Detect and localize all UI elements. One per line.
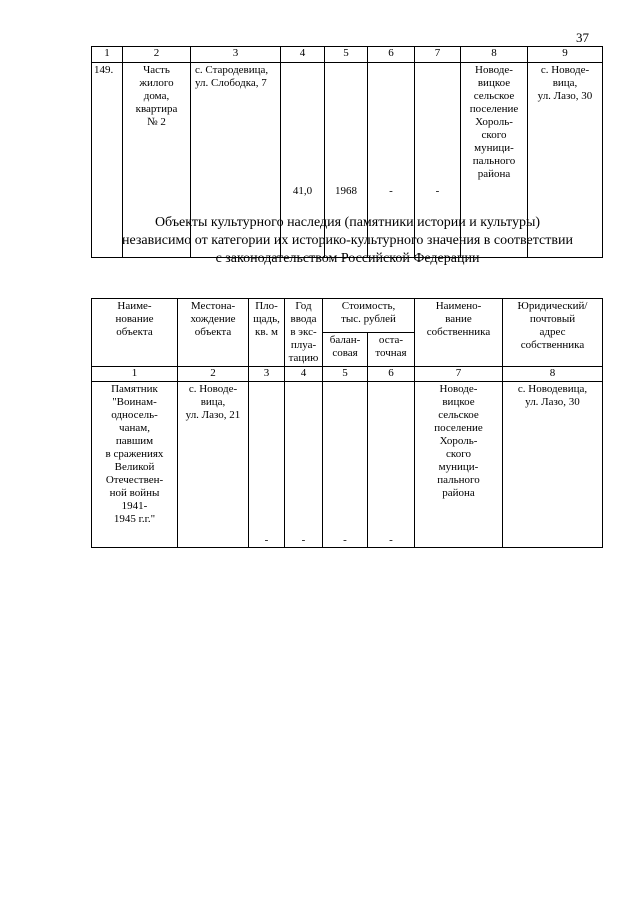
column-number: 8	[503, 367, 603, 382]
text-line: точная	[375, 347, 407, 359]
header-location	[178, 299, 249, 367]
text-line: дома,	[143, 90, 170, 102]
text-line: оста-	[378, 334, 404, 346]
text-line: собственника	[426, 326, 491, 338]
column-number: 1	[92, 47, 123, 63]
header-row	[92, 299, 603, 333]
text-line: Наиме-	[117, 300, 152, 312]
column-number: 7	[415, 367, 503, 382]
text-line: нование	[115, 313, 154, 325]
owner-cell	[415, 382, 503, 548]
text-line: квартира	[135, 103, 178, 115]
text-line: почтовый	[529, 313, 576, 325]
text-line: "Воинам-	[112, 396, 157, 408]
area-cell: 41,0	[281, 63, 325, 258]
text-line: с. Стародевица,	[195, 64, 269, 76]
text-line: независимо от категории их историко-культурного значения в соответствии	[122, 233, 573, 248]
text-line: муници-	[438, 461, 479, 473]
text-line: Местона-	[190, 300, 236, 312]
column-number: 3	[191, 47, 281, 63]
object-name-cell	[92, 382, 178, 548]
text-line: балан-	[329, 334, 361, 346]
text-line: Часть	[143, 64, 170, 76]
text-line: Новоде-	[439, 383, 478, 395]
text-line: Юридический/	[517, 300, 588, 312]
column-number: 5	[323, 367, 368, 382]
text-line: тацию	[288, 352, 319, 364]
text-line: с. Новоде-	[188, 383, 238, 395]
cultural-heritage-table	[91, 298, 603, 548]
column-number-row	[92, 47, 603, 63]
column-number: 5	[325, 47, 368, 63]
section-heading	[90, 214, 605, 268]
text-line: Новоде-	[475, 64, 513, 76]
owner-address-cell	[503, 382, 603, 548]
text-line: вание	[445, 313, 472, 325]
balance-cost-cell: -	[368, 63, 415, 258]
text-line: в сражениях	[105, 448, 164, 460]
text-line: жилого	[139, 77, 174, 89]
text-line: вица,	[200, 396, 226, 408]
text-line: поселение	[469, 103, 519, 115]
text-line: Памятник	[111, 383, 158, 395]
column-number: 1	[92, 367, 178, 382]
column-number-row	[92, 367, 603, 382]
header-area	[249, 299, 285, 367]
text-line: ул. Слободка, 7	[195, 77, 267, 89]
text-line: Хороль-	[439, 435, 478, 447]
column-number: 9	[528, 47, 603, 63]
text-line: односель-	[111, 409, 158, 421]
text-line: района	[477, 168, 511, 180]
header-object-name	[92, 299, 178, 367]
year-cell: 1968	[325, 63, 368, 258]
header-balance-cost	[323, 333, 368, 367]
text-line: кв. м	[255, 326, 278, 338]
header-cost	[323, 299, 415, 333]
header-owner	[415, 299, 503, 367]
text-line: чанам,	[119, 422, 150, 434]
header-owner-address	[503, 299, 603, 367]
balance-cost-cell: -	[323, 382, 368, 548]
text-line: вицкое	[477, 77, 511, 89]
column-number: 7	[415, 47, 461, 63]
year-cell: -	[285, 382, 323, 548]
text-line: адрес	[539, 326, 566, 338]
area-cell: -	[249, 382, 285, 548]
text-line: ул. Лазо, 21	[185, 409, 241, 421]
text-line: хождение	[190, 313, 236, 325]
text-line: объекта	[116, 326, 153, 338]
text-line: 1941-	[121, 500, 148, 512]
text-line: пального	[472, 155, 516, 167]
page-number: 37	[576, 30, 589, 45]
text-line: совая	[332, 347, 358, 359]
text-line: с. Новодевица,	[517, 383, 588, 395]
text-line: плуа-	[290, 339, 317, 351]
text-line: тыс. рублей	[341, 313, 396, 325]
text-line: собственника	[520, 339, 585, 351]
text-line: Великой	[114, 461, 155, 473]
column-number: 4	[281, 47, 325, 63]
column-number: 2	[123, 47, 191, 63]
table-row	[92, 382, 603, 548]
text-line: района	[442, 487, 475, 499]
text-line: ной войны	[109, 487, 160, 499]
text-line: Год	[295, 300, 312, 312]
text-line: Отечествен-	[105, 474, 164, 486]
column-number: 2	[178, 367, 249, 382]
column-number: 3	[249, 367, 285, 382]
column-number: 8	[461, 47, 528, 63]
location-cell	[178, 382, 249, 548]
text-line: пального	[437, 474, 480, 486]
text-line: ского	[481, 129, 507, 141]
column-number: 6	[368, 47, 415, 63]
column-number: 4	[285, 367, 323, 382]
text-line: Хороль-	[475, 116, 513, 128]
text-line: № 2	[147, 116, 166, 128]
column-number: 6	[368, 367, 415, 382]
text-line: вицкое	[442, 396, 475, 408]
residual-cost-cell: -	[415, 63, 461, 258]
text-line: 1945 г.г."	[113, 513, 156, 525]
text-line: объекта	[194, 326, 232, 338]
text-line: ул. Лазо, 30	[537, 90, 593, 102]
text-line: Стоимость,	[341, 300, 396, 312]
row-number: 149.	[92, 63, 123, 258]
text-line: поселение	[434, 422, 483, 434]
text-line: Пло-	[255, 300, 278, 312]
text-line: ввода	[290, 313, 317, 325]
text-line: павшим	[115, 435, 154, 447]
residual-cost-cell: -	[368, 382, 415, 548]
header-residual-cost	[368, 333, 415, 367]
text-line: муници-	[474, 142, 514, 154]
header-year	[285, 299, 323, 367]
text-line: в экс-	[290, 326, 317, 338]
text-line: вица,	[552, 77, 578, 89]
text-line: с законодательством Российской Федерации	[215, 251, 480, 266]
text-line: Наимено-	[435, 300, 482, 312]
text-line: щадь,	[253, 313, 280, 325]
text-line: Объекты культурного наследия (памятники истории и культуры)	[154, 215, 541, 230]
text-line: ул. Лазо, 30	[525, 396, 580, 408]
text-line: сельское	[438, 409, 479, 421]
text-line: с. Новоде-	[540, 64, 590, 76]
text-line: сельское	[473, 90, 515, 102]
text-line: ского	[446, 448, 471, 460]
